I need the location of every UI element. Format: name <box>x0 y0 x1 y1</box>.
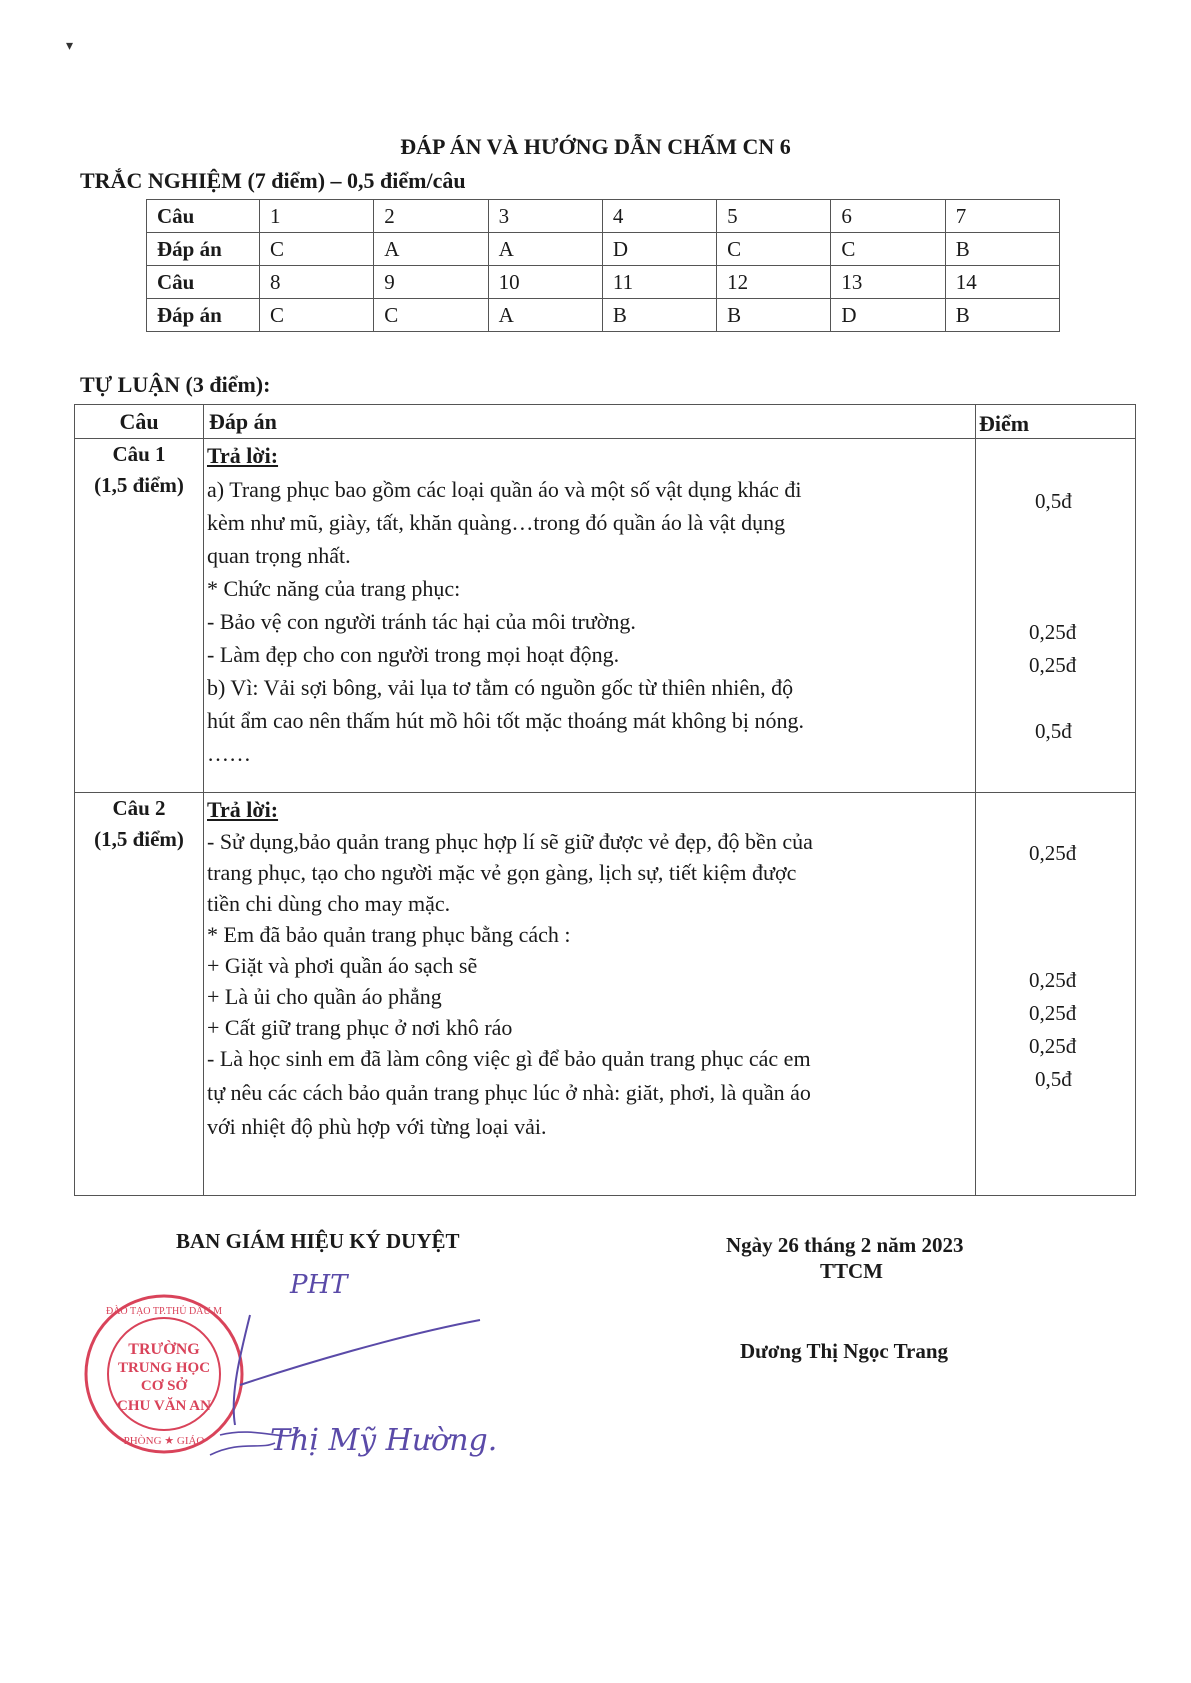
points-value: 0,25đ <box>1029 968 1077 992</box>
multiple-choice-table <box>146 199 1060 332</box>
answer-cell: B <box>602 299 716 332</box>
question-number: 9 <box>374 266 488 299</box>
table-row <box>147 266 1060 299</box>
column-divider <box>975 405 976 1195</box>
stamp-text: TRUNG HỌC <box>117 1360 211 1376</box>
signature-initials: PHT <box>290 1270 348 1300</box>
stamp-text: CƠ SỞ <box>140 1378 188 1394</box>
points-value: 0,5đ <box>1035 489 1072 513</box>
stamp-text: CHU VĂN AN <box>117 1398 211 1414</box>
answer-line: tiền chi dùng cho may mặc. <box>207 891 451 916</box>
scan-mark: ▾ <box>66 39 74 54</box>
essay-table <box>74 404 1136 1196</box>
question-number: 10 <box>488 266 602 299</box>
answer-cell: C <box>260 233 374 266</box>
answer-line: với nhiệt độ phù hợp với từng loại vải. <box>207 1114 547 1139</box>
answer-line: - Là học sinh em đã làm công việc gì để bảo quản trang phục các em <box>207 1046 811 1071</box>
row-label-answer: Đáp án <box>147 299 260 332</box>
answer-cell: C <box>260 299 374 332</box>
answer-line: hút ẩm cao nên thấm hút mồ hôi tốt mặc thoáng mát không bị nóng. <box>207 708 804 733</box>
multiple-choice-heading: TRẮC NGHIỆM (7 điểm) – 0,5 điểm/câu <box>80 168 466 193</box>
points-value: 0,25đ <box>1029 1001 1077 1025</box>
signature-stroke <box>234 1315 480 1425</box>
document-title: ĐÁP ÁN VÀ HƯỚNG DẪN CHẤM CN 6 <box>400 134 791 159</box>
question-2-score: (1,5 điểm) <box>94 827 184 851</box>
row-label-question: Câu <box>147 200 260 233</box>
answer-line: - Sử dụng,bảo quản trang phục hợp lí sẽ giữ được vẻ đẹp, độ bền của <box>207 829 813 854</box>
answer-line: b) Vì: Vải sợi bông, vải lụa tơ tằm có nguồn gốc từ thiên nhiên, độ <box>207 675 794 700</box>
answer-line: tự nêu các cách bảo quản trang phục lúc ở nhà: giăt, phơi, là quần áo <box>207 1080 811 1105</box>
signer-role: TTCM <box>820 1259 883 1283</box>
answer-cell: C <box>717 233 831 266</box>
question-2-answer-label <box>207 793 278 826</box>
answer-line: * Em đã bảo quản trang phục bằng cách : <box>207 922 571 947</box>
answer-line: + Giặt và phơi quần áo sạch sẽ <box>207 953 478 978</box>
stamp-text: ĐÀO TẠO TP.THỦ DẦU M <box>105 1306 223 1317</box>
question-number: 14 <box>945 266 1059 299</box>
question-number: 8 <box>260 266 374 299</box>
answer-cell: B <box>945 233 1059 266</box>
signature-name: Thị Mỹ Hường. <box>270 1423 498 1458</box>
column-header-question: Câu <box>119 409 159 434</box>
points-value: 0,25đ <box>1029 841 1077 865</box>
answer-cell: D <box>831 299 945 332</box>
answer-cell: C <box>374 299 488 332</box>
answer-line: + Cất giữ trang phục ở nơi khô ráo <box>207 1015 513 1040</box>
points-value: 0,25đ <box>1029 653 1077 677</box>
row-label-question: Câu <box>147 266 260 299</box>
table-row <box>147 200 1060 233</box>
answer-line: - Làm đẹp cho con người trong mọi hoạt động. <box>207 642 620 667</box>
points-value: 0,5đ <box>1035 1067 1072 1091</box>
table-row <box>147 299 1060 332</box>
answer-line: trang phục, tạo cho người mặc vẻ gọn gàng, lịch sự, tiết kiệm được <box>207 860 797 885</box>
question-number: 11 <box>602 266 716 299</box>
question-number: 3 <box>488 200 602 233</box>
question-number: 1 <box>260 200 374 233</box>
answer-line: + Là ủi cho quần áo phẳng <box>207 984 442 1009</box>
row-label-answer: Đáp án <box>147 233 260 266</box>
question-1-answer-label <box>207 439 278 472</box>
stamp-text: PHÒNG ★ GIÁO <box>123 1435 205 1447</box>
question-1-label: Câu 1 <box>112 442 166 466</box>
answer-line: a) Trang phục bao gồm các loại quần áo và một số vật dụng khác đi <box>207 477 802 502</box>
answer-line: quan trọng nhất. <box>207 543 351 568</box>
points-value: 0,5đ <box>1035 719 1072 743</box>
question-number: 13 <box>831 266 945 299</box>
signature-date: Ngày 26 tháng 2 năm 2023 <box>726 1233 964 1257</box>
answer-line: …… <box>207 741 251 766</box>
answer-cell: D <box>602 233 716 266</box>
answer-cell: A <box>488 233 602 266</box>
essay-heading: TỰ LUẬN (3 điểm): <box>80 372 271 397</box>
answer-cell: B <box>717 299 831 332</box>
question-number: 12 <box>717 266 831 299</box>
question-number: 2 <box>374 200 488 233</box>
question-number: 5 <box>717 200 831 233</box>
answer-cell: B <box>945 299 1059 332</box>
answer-line: * Chức năng của trang phục: <box>207 576 461 601</box>
table-row <box>147 233 1060 266</box>
signer-name: Dương Thị Ngọc Trang <box>740 1339 949 1363</box>
points-value: 0,25đ <box>1029 1034 1077 1058</box>
question-number: 7 <box>945 200 1059 233</box>
handwritten-signature <box>180 1255 520 1475</box>
answer-cell: A <box>488 299 602 332</box>
column-header-answer: Đáp án <box>209 409 277 434</box>
answer-cell: A <box>374 233 488 266</box>
answer-label-text: Trả lời: <box>207 443 279 468</box>
column-divider <box>203 405 204 1195</box>
approval-title: BAN GIÁM HIỆU KÝ DUYỆT <box>176 1229 460 1253</box>
question-2-label: Câu 2 <box>112 796 166 820</box>
column-header-points: Điểm <box>979 411 1030 436</box>
stamp-text: TRƯỜNG <box>128 1341 200 1358</box>
answer-cell: C <box>831 233 945 266</box>
question-1-score: (1,5 điểm) <box>94 473 184 497</box>
answer-label-text: Trả lời: <box>207 797 279 822</box>
points-value: 0,25đ <box>1029 620 1077 644</box>
answer-line: - Bảo vệ con người tránh tác hại của môi trường. <box>207 609 636 634</box>
question-number: 4 <box>602 200 716 233</box>
question-number: 6 <box>831 200 945 233</box>
answer-line: kèm như mũ, giày, tất, khăn quàng…trong đó quần áo là vật dụng <box>207 510 786 535</box>
